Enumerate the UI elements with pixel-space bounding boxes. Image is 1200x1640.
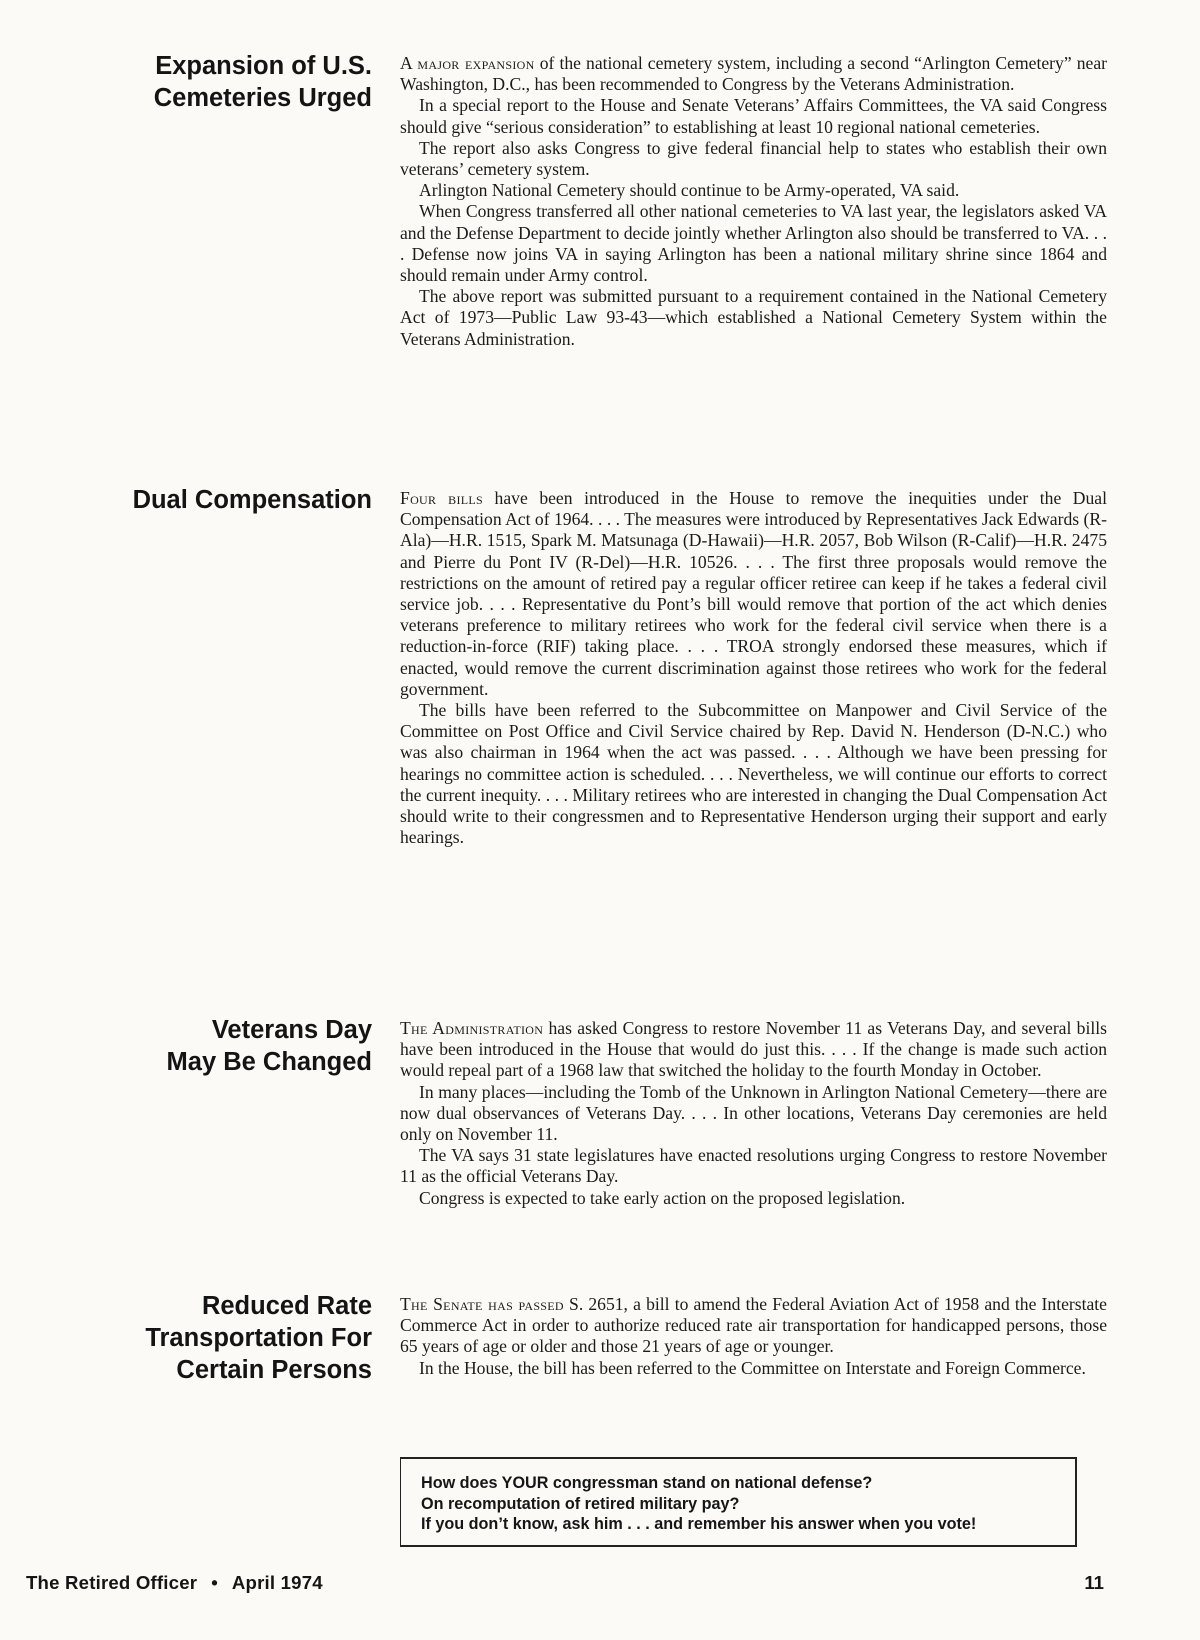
paragraph: Arlington National Cemetery should continue to be Army-operated, VA said. bbox=[419, 180, 960, 201]
heading-line: May Be Changed bbox=[166, 1048, 372, 1076]
paragraph: In the House, the bill has been referred to the Committee on Interstate and Foreign Commerce. bbox=[419, 1357, 1086, 1378]
section-heading bbox=[42, 50, 372, 114]
lead-in: A major expansion bbox=[400, 53, 535, 73]
paragraph: Congress is expected to take early action on the proposed legislation. bbox=[419, 1187, 906, 1208]
paragraph: When Congress transferred all other national cemeteries to VA last year, the legislators asked VA and the Defense Department to decide jointly whether Arlington also should be transferred to VA. . . . Defense now joins VA in saying Arlington has been a national military shrine since 1864 and should remain under Army control. bbox=[400, 201, 1107, 286]
paragraph: The above report was submitted pursuant to a requirement contained in the National Cemetery Act of 1973—Public Law 93-43—which established a National Cemetery System within the Veterans Administration. bbox=[400, 286, 1107, 349]
paragraph bbox=[400, 1018, 1107, 1082]
article-body bbox=[400, 53, 1107, 350]
paragraph bbox=[400, 1294, 1107, 1358]
issue-date: April 1974 bbox=[231, 1572, 323, 1593]
heading-line: Certain Persons bbox=[176, 1356, 372, 1384]
voter-callout-box bbox=[400, 1457, 1077, 1547]
paragraph-text: have been introduced in the House to remove the inequities under the Dual Compensation Act of 1964. . . . The measures were introduced by Representatives Jack Edwards (R-Ala)—H.R. 1515, Spark M. Matsunaga (D-Hawaii)—H.R. 2057, Bob Wilson (R-Calif)—H.R. 2475 and Pierre du Pont IV (R-Del)—H.R. 10526. . . . The first three proposals would remove the restrictions on the amount of retired pay a regular officer retiree can keep if he takes a federal civil service job. . . . Representative du Pont’s bill would remove that portion of the act which denies veterans preference to military retirees who work for the federal civil service when there is a reduction-in-force (RIF) taking place. . . . TROA strongly endorsed these measures, which if enacted, would remove the current discrimination against those retirees who work for the federal government. bbox=[400, 488, 1107, 699]
article-body bbox=[400, 1294, 1107, 1379]
heading-line: Dual Compensation bbox=[132, 486, 372, 514]
heading-line: Reduced Rate bbox=[201, 1292, 372, 1320]
paragraph-text: has asked Congress to restore November 11 as Veterans Day, and several bills have been introduced in the House that would do just this. . . . If the change is made such action would repeal part of a 1968 law that switched the holiday to the fourth Monday in October. bbox=[400, 1018, 1107, 1081]
callout-line: On recomputation of retired military pay? bbox=[421, 1494, 740, 1513]
section-heading bbox=[42, 1290, 372, 1386]
paragraph: The report also asks Congress to give federal financial help to states who establish their own veterans’ cemetery system. bbox=[400, 137, 1107, 180]
bullet-separator: • bbox=[211, 1572, 218, 1593]
paragraph bbox=[400, 53, 1107, 95]
article-body bbox=[400, 488, 1107, 848]
paragraph bbox=[400, 488, 1107, 700]
heading-line: Expansion of U.S. bbox=[155, 52, 372, 80]
section-heading bbox=[42, 1014, 372, 1078]
paragraph: In a special report to the House and Senate Veterans’ Affairs Committees, the VA said Congress should give “serious consideration” to establishing at least 10 regional national cemeteries. bbox=[400, 95, 1107, 137]
publication-name: The Retired Officer bbox=[26, 1572, 198, 1593]
section-heading bbox=[42, 484, 372, 516]
page-number: 11 bbox=[1084, 1572, 1104, 1593]
heading-line: Veterans Day bbox=[211, 1016, 372, 1044]
paragraph: The VA says 31 state legislatures have enacted resolutions urging Congress to restore November 11 as the official Veterans Day. bbox=[400, 1145, 1107, 1187]
article-body bbox=[400, 1018, 1107, 1209]
footer-publication-info bbox=[26, 1572, 323, 1594]
callout-line: If you don’t know, ask him . . . and remember his answer when you vote! bbox=[421, 1515, 977, 1533]
paragraph-text: S. 2651, a bill to amend the Federal Aviation Act of 1958 and the Interstate Commerce Act in order to authorize reduced rate air transportation for handicapped persons, those 65 years of age or older and those 21 years of age or younger. bbox=[400, 1294, 1107, 1357]
lead-in: The Administration bbox=[400, 1018, 544, 1038]
lead-in: The Senate has passed bbox=[400, 1294, 564, 1314]
paragraph-text: of the national cemetery system, including a second “Arlington Cemetery” near Washington, D.C., has been recommended to Congress by the Veterans Administration. bbox=[400, 53, 1107, 95]
heading-line: Transportation For bbox=[145, 1324, 372, 1352]
callout-line: How does YOUR congressman stand on national defense? bbox=[421, 1474, 873, 1492]
heading-line: Cemeteries Urged bbox=[153, 84, 372, 112]
paragraph: In many places—including the Tomb of the Unknown in Arlington National Cemetery—there are now dual observances of Veterans Day. . . . In other locations, Veterans Day ceremonies are held only on November 11. bbox=[400, 1081, 1107, 1145]
lead-in: Four bills bbox=[400, 488, 484, 508]
paragraph: The bills have been referred to the Subcommittee on Manpower and Civil Service of the Committee on Post Office and Civil Service chaired by Rep. David N. Henderson (D-N.C.) who was also chairman in 1964 when the act was passed. . . . Although we have been pressing for hearings no committee action is scheduled. . . . Nevertheless, we will continue our efforts to correct the current inequity. . . . Military retirees who are interested in changing the Dual Compensation Act should write to their congressmen and to Representative Henderson urging their support and early hearings. bbox=[400, 700, 1107, 848]
